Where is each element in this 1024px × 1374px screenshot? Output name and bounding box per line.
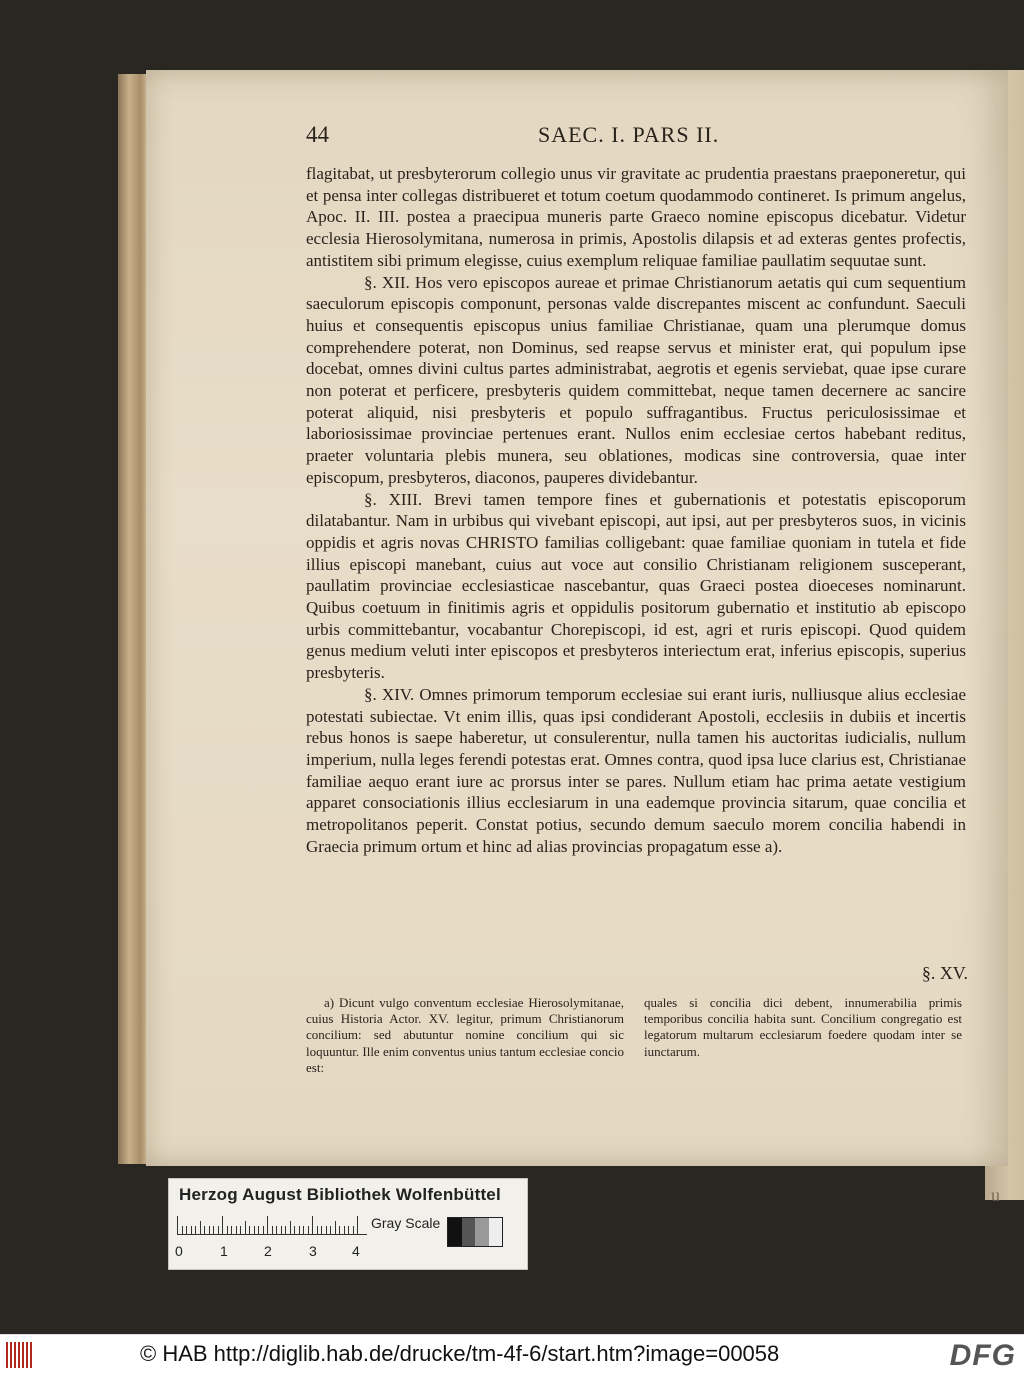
ruler-tick [245, 1221, 246, 1234]
gray-scale-swatch [447, 1217, 503, 1247]
ruler-tick [339, 1226, 340, 1234]
ruler-tick [290, 1221, 291, 1234]
paragraph-section-xii: §. XII. Hos vero episcopos aureae et primae Christianorum aetatis qui cum sequentium saeculorum episcopis componunt, personas valde discrepantes miscent ac confundunt. Saeculi huius et consequentis episcopus unius familiae Christianae, quam una plerumque domus comprehendere poterat, non Dominus, sed reapse servus et minister erat, qui populum ipse docebat, omnes divini cultus partes administrabat, aegrotis et egenis serviebat, quae ipse curare non poterat et perficere, presbyteris quidem committebat, neque tamen decernere ac sancire poterat aliquid, nisi presbyteris et populo suffragantibus. Fructus periculosissimae et laboriosissimae provinciae pertenues erant. Nullos enim ecclesiae certos habebant reditus, praeter voluntaria plebis munera, seu oblationes, modicas sine controversia, quae inter episcopum, presbyteros, diaconos, pauperes dividebantur. [306, 272, 966, 487]
ruler-tick [308, 1226, 309, 1234]
paragraph-section-xiii: §. XIII. Brevi tamen tempore fines et gubernationis et potestatis episcoporum dilatabantur. Nam in urbibus qui vivebant episcopi, aut ipsi, aut per presbyteros suos, in vicinis oppidis et agris novas CHRISTO familias colligebant: quae familiae quoniam in tutela et fide illius episcopi manebant, cuius aut voce aut consilio Christianam religionem susceperant, paullatim provinciae ecclesiasticae nascebantur, quas Graeci postea dioeceses nominarunt. Quibus coetuum in finitimis agris et oppidulis positorum gubernatio et institutio ab episcopo urbis committebantur, vocabantur Chorepiscopi, id est, agri et ruris episcopi. Quod quidem genus medium veluti inter episcopos et presbyteros interiectum erat, inferius episcopis, superius presbyteris. [306, 489, 966, 683]
ruler-tick [285, 1226, 286, 1234]
ruler-tick [218, 1226, 219, 1234]
footnote-left-column: a) Dicunt vulgo conventum ecclesiae Hierosolymitanae, cuius Historia Actor. XV. legitur, primum Christianorum concilium: sed abutuntur nomine concilium qui sic loquuntur. Ille enim conventus unius tantum ecclesiae concio est: [306, 995, 624, 1075]
paragraph-section-xiv: §. XIV. Omnes primorum temporum ecclesiae sui erant iuris, nulliusque alius ecclesiae potestati subiectae. Vt enim illis, quas ipsi condiderant Apostoli, ecclesiis in dubiis et incertis rebus honos is saepe haberetur, ut consulerentur, nulla tamen his auctoritas iudicialis, nullum imperium, nulla leges ferendi potestas erat. Omnes contra, quod ipsa luce clarius est, Christianae familiae aequo erant iure ac prorsus inter se pares. Nullum etiam hac prima aetate vestigium apparet consociationis illius ecclesiarum in una eademque provincia sitarum, quae concilia et metropolitanos peperit. Constat potius, secundo demum saeculo morem concilia habendi in Graecia primum ortum et hinc ad alias provincias propagatum esse a). [306, 684, 966, 856]
institution-name: Herzog August Bibliothek Wolfenbüttel [179, 1185, 501, 1204]
running-head [306, 122, 966, 162]
ruler-tick [258, 1226, 259, 1234]
ruler-tick [344, 1226, 345, 1234]
ruler-tick [335, 1221, 336, 1234]
ruler-tick [267, 1216, 268, 1234]
ruler-tick [231, 1226, 232, 1234]
paragraph: flagitabat, ut presbyterorum collegio unus vir gravitate ac prudentia praestans praeponeretur, qui et pensa inter collegas distribueret et totum coetum quodammodo contineret. Is primum angelus, Apoc. II. III. postea a praecipua muneris parte Graeco nomine episcopus dicebatur. Videtur ecclesia Hierosolymitana, numerosa in primis, Apostolis dilapsis et ad exteras gentes profectis, antistitem sibi primum elegisse, cuius exemplum reliquae familiae paullatim sequutae sunt. [306, 164, 966, 270]
ruler-tick [303, 1226, 304, 1234]
dfg-logo: DFG [949, 1339, 1016, 1372]
ruler-tick [263, 1226, 264, 1234]
ruler-number: 3 [309, 1243, 317, 1259]
ruler-tick [281, 1226, 282, 1234]
ruler-tick [204, 1226, 205, 1234]
catchword: §. XV. [921, 963, 968, 983]
page-number: 44 [306, 122, 329, 147]
ruler-tick [191, 1226, 192, 1234]
ruler-tick [294, 1226, 295, 1234]
ruler-tick [227, 1226, 228, 1234]
ruler-tick [249, 1226, 250, 1234]
ruler-tick [209, 1226, 210, 1234]
ruler-tick [222, 1216, 223, 1234]
ruler-tick [348, 1226, 349, 1234]
ruler-tick [200, 1221, 201, 1234]
facing-fragment: u [991, 1185, 1000, 1205]
ruler-tick [177, 1216, 178, 1234]
footnote-right-column: quales si concilia dici debent, innumerabilia primis temporibus concilia habita sunt. Concilium congregatio est legatorum multarum ecclesiarum foedere quodam inter se iunctarum. [644, 995, 962, 1059]
ruler-tick [240, 1226, 241, 1234]
ruler [177, 1215, 367, 1235]
ruler-tick [317, 1226, 318, 1234]
barcode-icon [6, 1342, 36, 1368]
ruler-number: 2 [264, 1243, 272, 1259]
ruler-tick [326, 1226, 327, 1234]
footer-bar [0, 1334, 1024, 1374]
running-title: SAEC. I. PARS II. [538, 122, 720, 147]
ruler-tick [236, 1226, 237, 1234]
ruler-number: 4 [352, 1243, 360, 1259]
footer-url[interactable]: © HAB http://diglib.hab.de/drucke/tm-4f-6/start.htm?image=00058 [140, 1341, 780, 1366]
ruler-tick [254, 1226, 255, 1234]
ruler-tick [330, 1226, 331, 1234]
ruler-tick [186, 1226, 187, 1234]
ruler-tick [182, 1226, 183, 1234]
ruler-tick [299, 1226, 300, 1234]
ruler-tick [321, 1226, 322, 1234]
ruler-tick [195, 1226, 196, 1234]
ruler-number: 0 [175, 1243, 183, 1259]
ruler-tick [312, 1216, 313, 1234]
library-label [168, 1178, 528, 1270]
ruler-number: 1 [220, 1243, 228, 1259]
gray-scale-label: Gray Scale [371, 1215, 441, 1231]
ruler-tick [357, 1216, 358, 1234]
ruler-tick [276, 1226, 277, 1234]
book-page [146, 70, 1008, 1166]
body-text [306, 163, 966, 858]
ruler-tick [272, 1226, 273, 1234]
ruler-tick [353, 1226, 354, 1234]
ruler-tick [213, 1226, 214, 1234]
